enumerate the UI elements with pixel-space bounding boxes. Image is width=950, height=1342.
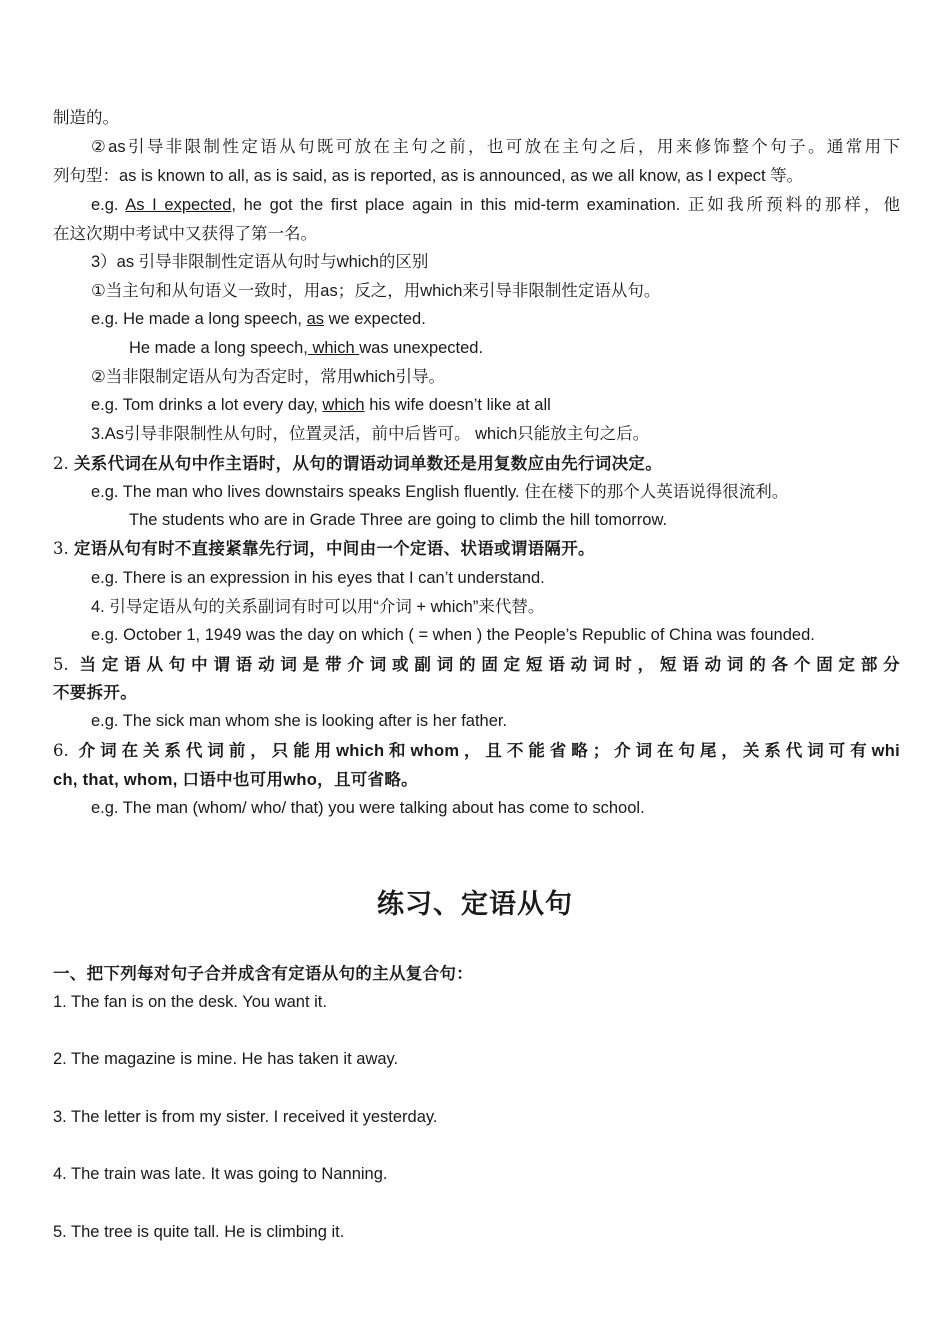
text-line: 制造的。 (53, 109, 119, 127)
text-line: 3.As引导非限制性从句时，位置灵活，前中后皆可。 which只能放主句之后。 (91, 425, 650, 443)
text-line: 在这次期中考试中又获得了第一名。 (53, 225, 317, 243)
rule-text: 定语从句有时不直接紧靠先行词，中间由一个定语、状语或谓语隔开。 (74, 540, 595, 558)
example-line (91, 308, 900, 330)
rule-number: 6. (53, 741, 79, 760)
rule-text: 介词在关系代词前，只能用which和whom，且不能省略；介词在句尾，关系代词可有whi (78, 742, 900, 760)
example-text: was unexpected. (359, 339, 484, 357)
rule-number: 2. (53, 454, 74, 473)
example-line: e.g. The sick man whom she is looking after is her father. (91, 712, 508, 730)
exercise-item: 4. The train was late. It was going to Nanning. (53, 1165, 388, 1183)
underlined-word: which (307, 339, 360, 357)
text-line: ②as引导非限制性定语从句既可放在主句之前，也可放在主句之后，用来修饰整个句子。通常用下 (91, 138, 900, 156)
text-line: 3）as 引导非限制性定语从句时与which的区别 (91, 253, 429, 271)
rule-number: 5. (53, 655, 80, 674)
example-prefix: e.g. (91, 196, 126, 214)
example-text: e.g. He made a long speech, (91, 310, 307, 328)
exercise-item: 3. The letter is from my sister. I received it yesterday. (53, 1108, 438, 1126)
rule-text: 关系代词在从句中作主语时，从句的谓语动词单数还是用复数应由先行词决定。 (74, 455, 662, 473)
example-line: The students who are in Grade Three are going to climb the hill tomorrow. (129, 511, 668, 529)
exercise-heading: 一、把下列每对句子合并成含有定语从句的主从复合句： (53, 965, 473, 983)
rule-text: ch, that, whom, 口语中也可用who，且可省略。 (53, 771, 418, 789)
rule-3-heading (53, 538, 900, 560)
exercise-title: 练习、定语从句 (377, 889, 573, 919)
rule-text: 不要拆开。 (53, 684, 137, 702)
exercise-item: 2. The magazine is mine. He has taken it away. (53, 1050, 399, 1068)
underlined-phrase: As I expected (125, 196, 232, 214)
underlined-word: which (322, 396, 365, 414)
example-text: e.g. Tom drinks a lot every day, (91, 396, 323, 414)
example-text: we expected. (324, 310, 426, 328)
example-line (129, 337, 900, 359)
text-line: ①当主句和从句语义一致时，用as；反之，用which来引导非限制性定语从句。 (91, 282, 661, 300)
example-line: e.g. There is an expression in his eyes that I can’t understand. (91, 569, 545, 587)
text-line: ②当非限制定语从句为否定时，常用which引导。 (91, 368, 445, 386)
rule-text: 当定语从句中谓语动词是带介词或副词的固定短语动词时，短语动词的各个固定部分 (79, 656, 900, 674)
rule-number: 3. (53, 539, 74, 558)
example-line (91, 194, 900, 216)
underlined-word: as (306, 310, 324, 328)
example-line: e.g. The man (whom/ who/ that) you were talking about has come to school. (91, 799, 645, 817)
text-line: 列句型：as is known to all, as is said, as is reported, as is announced, as we all know, as I expect 等。 (53, 167, 804, 185)
exercise-item: 5. The tree is quite tall. He is climbing it. (53, 1223, 345, 1241)
example-text: He made a long speech, (129, 339, 308, 357)
example-text: his wife doesn’t like at all (364, 396, 551, 414)
rule-2-heading (53, 453, 900, 475)
example-line (91, 394, 900, 416)
rule-6-heading (53, 740, 900, 762)
rule-5-heading (53, 654, 900, 676)
example-line: e.g. The man who lives downstairs speaks English fluently. 住在楼下的那个人英语说得很流利。 (91, 483, 789, 501)
example-text: , he got the first place again in this mid-term examination. 正如我所预料的那样，他 (231, 196, 900, 214)
rule-4-line: 4. 引导定语从句的关系副词有时可以用“介词 + which”来代替。 (91, 598, 545, 616)
exercise-item: 1. The fan is on the desk. You want it. (53, 993, 327, 1011)
example-line: e.g. October 1, 1949 was the day on which ( = when ) the People’s Republic of China was founded. (91, 626, 815, 644)
